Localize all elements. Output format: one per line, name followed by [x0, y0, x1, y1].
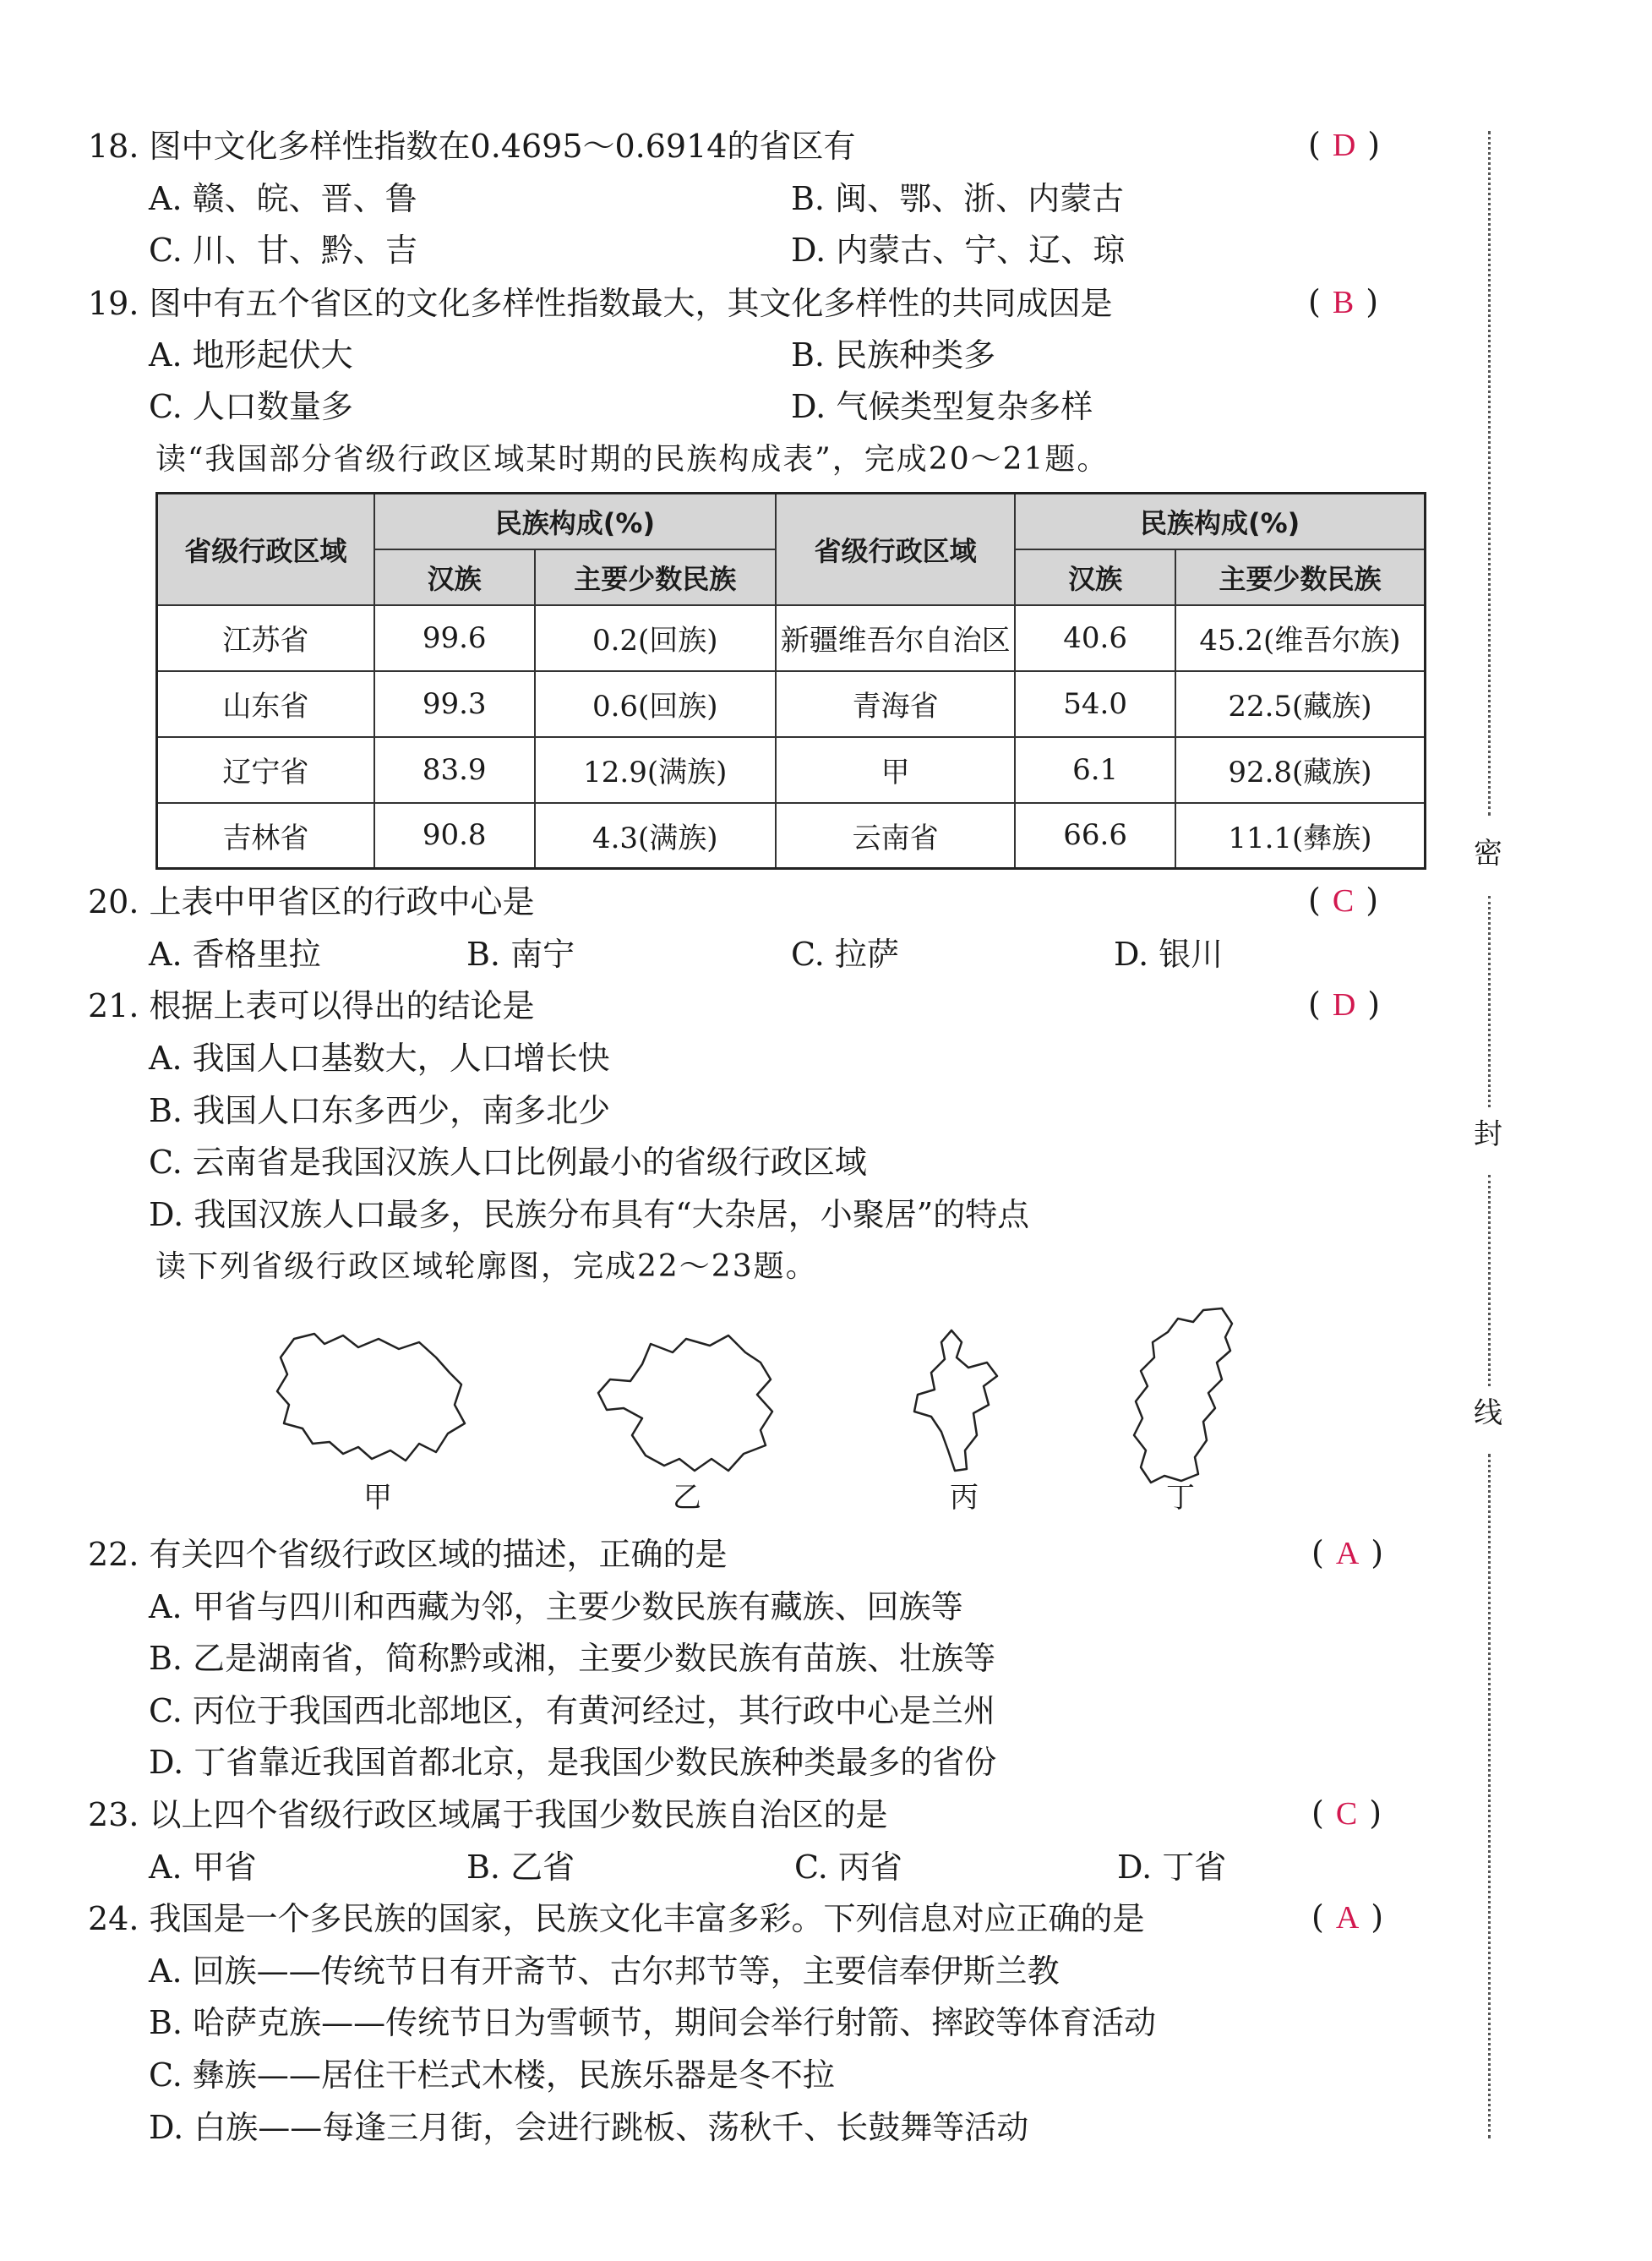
map-label-jia: 甲	[363, 1481, 392, 1515]
cell-minority: 0.6(回族)	[535, 671, 777, 737]
q22-option-a: A. 甲省与四川和西藏为邻，主要少数民族有藏族、回族等	[149, 1588, 963, 1625]
q20-stem: 20. 上表中甲省区的行政中心是	[88, 883, 535, 920]
seal-line-dots	[1488, 131, 1491, 816]
maps-intro: 读下列省级行政区域轮廓图，完成22～23题。	[155, 1249, 818, 1284]
seal-line-dots	[1488, 1454, 1491, 2138]
q18-option-d: D. 内蒙古、宁、辽、琼	[791, 232, 1126, 269]
q21-option-c: C. 云南省是我国汉族人口比例最小的省级行政区域	[149, 1144, 867, 1181]
header-composition-left: 民族构成(%)	[374, 494, 776, 549]
q23-option-a: A. 甲省	[149, 1849, 257, 1886]
seal-line-dots	[1488, 1175, 1491, 1386]
map-label-bing: 丙	[950, 1481, 979, 1515]
cell-minority: 12.9(满族)	[535, 737, 777, 803]
q24-answer: ( A )	[1311, 1898, 1384, 1936]
q23-option-c: C. 丙省	[794, 1849, 902, 1886]
map-label-yi: 乙	[673, 1481, 701, 1515]
q22-answer: ( A )	[1311, 1534, 1384, 1571]
q21-option-d: D. 我国汉族人口最多，民族分布具有“大杂居，小聚居”的特点	[149, 1196, 1030, 1233]
cell-minority: 0.2(回族)	[535, 605, 777, 671]
q21-answer: ( D )	[1308, 986, 1381, 1023]
q21-option-a: A. 我国人口基数大，人口增长快	[149, 1040, 610, 1077]
q22-option-b: B. 乙是湖南省，简称黔或湘，主要少数民族有苗族、壮族等	[149, 1640, 996, 1677]
cell-minority: 22.5(藏族)	[1175, 671, 1426, 737]
ethnic-composition-table	[155, 492, 1426, 870]
cell-han: 99.3	[374, 671, 535, 737]
q19-option-b: B. 民族种类多	[791, 336, 996, 374]
q24-stem: 24. 我国是一个多民族的国家，民族文化丰富多彩。下列信息对应正确的是	[88, 1900, 1145, 1937]
province-outline-yi	[592, 1327, 786, 1479]
q19-option-a: A. 地形起伏大	[149, 336, 353, 374]
q24-option-b: B. 哈萨克族——传统节日为雪顿节，期间会举行射箭、摔跤等体育活动	[149, 2004, 1157, 2041]
q18-option-b: B. 闽、鄂、浙、内蒙古	[791, 180, 1125, 217]
cell-minority: 92.8(藏族)	[1175, 737, 1426, 803]
header-region-right: 省级行政区域	[776, 494, 1015, 605]
seal-label-feng: 封	[1474, 1117, 1502, 1151]
header-composition-right: 民族构成(%)	[1015, 494, 1425, 549]
q20-option-d: D. 银川	[1114, 936, 1224, 973]
q20-option-a: A. 香格里拉	[149, 936, 321, 973]
q23-option-d: D. 丁省	[1117, 1849, 1227, 1886]
cell-minority: 4.3(满族)	[535, 803, 777, 869]
q19-answer: ( B )	[1308, 283, 1379, 320]
table-row	[157, 803, 1426, 869]
seal-label-mi: 密	[1474, 837, 1502, 871]
q18-option-c: C. 川、甘、黔、吉	[149, 232, 417, 269]
q22-stem: 22. 有关四个省级行政区域的描述，正确的是	[88, 1536, 728, 1573]
q24-option-a: A. 回族——传统节日有开斋节、古尔邦节等，主要信奉伊斯兰教	[149, 1952, 1060, 1990]
q22-option-d: D. 丁省靠近我国首都北京，是我国少数民族种类最多的省份	[149, 1744, 997, 1781]
header-han-right: 汉族	[1015, 549, 1175, 605]
cell-han: 40.6	[1015, 605, 1175, 671]
q18-stem: 18. 图中文化多样性指数在0.4695～0.6914的省区有	[88, 128, 856, 165]
q21-option-b: B. 我国人口东多西少，南多北少	[149, 1092, 611, 1129]
cell-region: 辽宁省	[157, 737, 374, 803]
table-row	[157, 605, 1426, 671]
province-outline-ding	[1122, 1302, 1240, 1488]
seal-label-xian: 线	[1474, 1396, 1502, 1430]
cell-region: 吉林省	[157, 803, 374, 869]
q24-option-d: D. 白族——每逢三月街，会进行跳板、荡秋千、长鼓舞等活动	[149, 2109, 1029, 2146]
q19-option-d: D. 气候类型复杂多样	[791, 388, 1093, 425]
cell-region: 甲	[776, 737, 1015, 803]
q20-option-b: B. 南宁	[466, 936, 575, 973]
cell-region: 山东省	[157, 671, 374, 737]
q18-option-a: A. 赣、皖、晋、鲁	[149, 180, 417, 217]
table-row	[157, 737, 1426, 803]
table-row	[157, 671, 1426, 737]
q19-option-c: C. 人口数量多	[149, 388, 353, 425]
header-minority-right: 主要少数民族	[1175, 549, 1426, 605]
header-region-left: 省级行政区域	[157, 494, 374, 605]
q23-stem: 23. 以上四个省级行政区域属于我国少数民族自治区的是	[88, 1796, 888, 1833]
q23-option-b: B. 乙省	[466, 1849, 575, 1886]
q21-stem: 21. 根据上表可以得出的结论是	[88, 987, 535, 1024]
cell-minority: 45.2(维吾尔族)	[1175, 605, 1426, 671]
cell-han: 90.8	[374, 803, 535, 869]
q19-stem: 19. 图中有五个省区的文化多样性指数最大，其文化多样性的共同成因是	[88, 285, 1113, 322]
cell-han: 99.6	[374, 605, 535, 671]
map-label-ding: 丁	[1166, 1481, 1195, 1515]
header-han-left: 汉族	[374, 549, 535, 605]
province-outline-bing	[906, 1324, 1007, 1476]
table-intro: 读“我国部分省级行政区域某时期的民族构成表”，完成20～21题。	[155, 442, 1110, 477]
q20-answer: ( C )	[1308, 882, 1379, 919]
cell-region: 江苏省	[157, 605, 374, 671]
header-minority-left: 主要少数民族	[535, 549, 777, 605]
q24-option-c: C. 彝族——居住干栏式木楼，民族乐器是冬不拉	[149, 2056, 835, 2094]
cell-region: 青海省	[776, 671, 1015, 737]
cell-han: 54.0	[1015, 671, 1175, 737]
q22-option-c: C. 丙位于我国西北部地区，有黄河经过，其行政中心是兰州	[149, 1692, 995, 1729]
province-outline-jia	[270, 1324, 473, 1467]
q20-option-c: C. 拉萨	[791, 936, 899, 973]
q18-answer: ( D )	[1308, 126, 1381, 163]
q23-answer: ( C )	[1311, 1794, 1382, 1832]
seal-line-dots	[1488, 896, 1491, 1107]
cell-minority: 11.1(彝族)	[1175, 803, 1426, 869]
cell-han: 6.1	[1015, 737, 1175, 803]
cell-han: 83.9	[374, 737, 535, 803]
cell-region: 新疆维吾尔自治区	[776, 605, 1015, 671]
cell-region: 云南省	[776, 803, 1015, 869]
cell-han: 66.6	[1015, 803, 1175, 869]
